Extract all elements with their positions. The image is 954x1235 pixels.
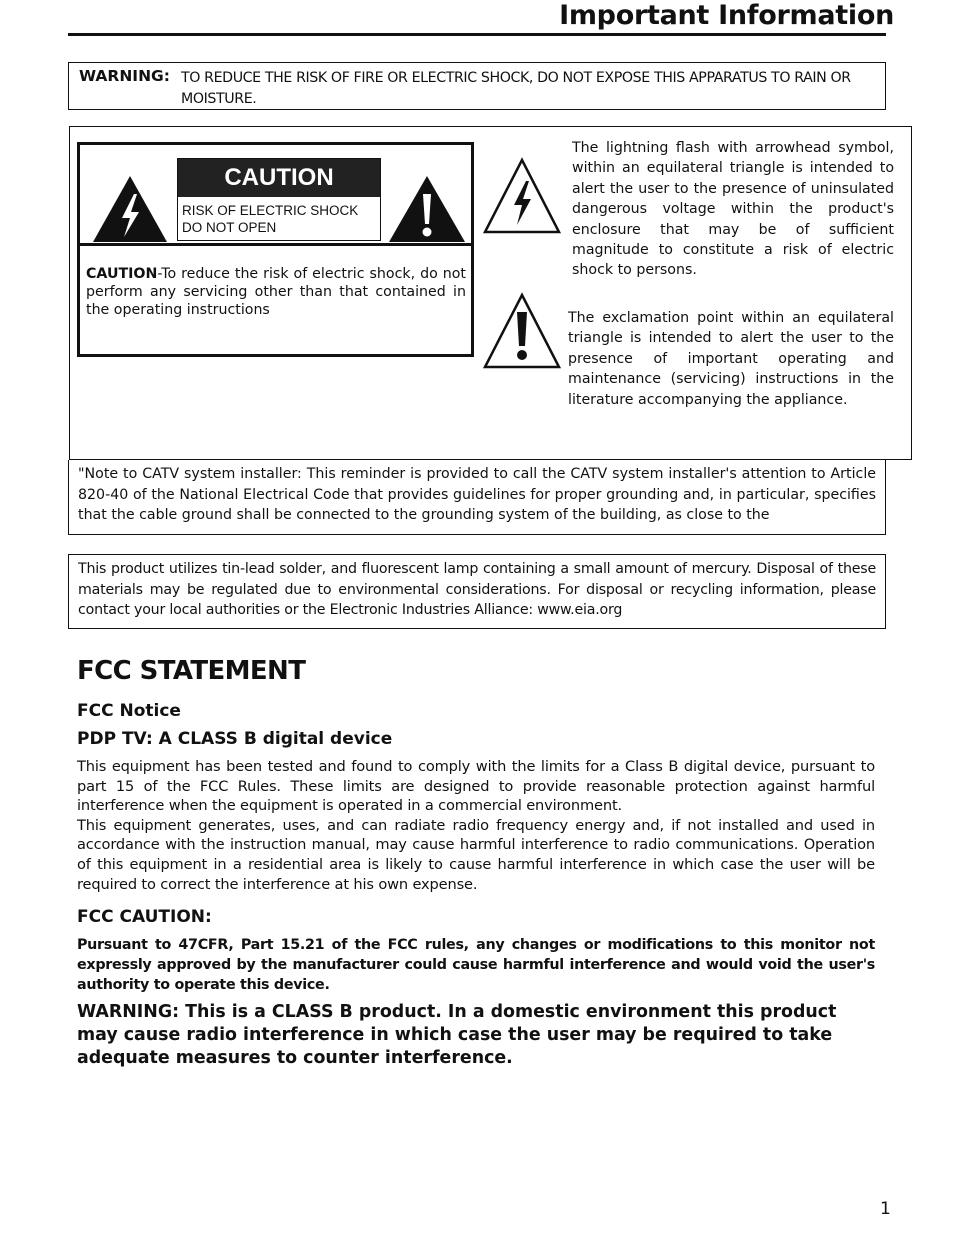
- caution-paragraph: [86, 265, 466, 319]
- catv-note-box: [68, 460, 886, 535]
- fcc-device-class-heading: PDP TV: A CLASS B digital device: [77, 729, 393, 749]
- warning-text: TO REDUCE THE RISK OF FIRE OR ELECTRIC SHOCK, DO NOT EXPOSE THIS APPARATUS TO RAIN OR MOISTURE.: [181, 70, 851, 107]
- panel-divider: [80, 243, 471, 246]
- fcc-notice-heading: FCC Notice: [77, 701, 181, 721]
- caution-panel: [77, 142, 474, 357]
- page-title: Important Information: [559, 0, 894, 31]
- safety-symbols-box: [69, 126, 912, 460]
- header-rule: [68, 33, 886, 36]
- lightning-symbol-description: The lightning flash with arrowhead symbol, within an equilateral triangle is intended to alert the user to the presence of uninsulated dangerous voltage within the product's enclosure that may be of sufficient magnitude to constitute a risk of electric shock to persons.: [572, 140, 894, 279]
- caution-subtext: [182, 202, 358, 236]
- warning-label: WARNING:: [79, 67, 170, 85]
- caution-heading: CAUTION: [178, 159, 380, 197]
- fcc-statement-title: FCC STATEMENT: [77, 656, 306, 686]
- caution-text: -To reduce the risk of electric shock, do not perform any servicing other than that contained in the operating instructions: [86, 266, 466, 318]
- fcc-paragraph-1: This equipment has been tested and found to comply with the limits for a Class B digital device, pursuant to part 15 of the FCC Rules. These limits are designed to provide reasonable protection against harmful interference when the equipment is operated in a commercial environment.: [77, 758, 875, 815]
- caution-label: [177, 158, 381, 241]
- exclamation-warning-icon: [387, 174, 467, 244]
- fcc-warning-text: This is a CLASS B product. In a domestic environment this product may cause radio interference in which case the user may be required to take adequate measures to counter interference.: [77, 1002, 837, 1068]
- fcc-caution-text: Pursuant to 47CFR, Part 15.21 of the FCC rules, any changes or modifications to this monitor not expressly approved by the manufacturer could cause harmful interference and would void the user's authority to operate this device.: [77, 937, 875, 993]
- exclamation-symbol-description: The exclamation point within an equilateral triangle is intended to alert the user to the presence of important operating and maintenance (servicing) instructions in the literature accompanying the appliance.: [568, 310, 894, 408]
- fcc-caution-heading: FCC CAUTION:: [77, 907, 212, 927]
- warning-box: [68, 62, 886, 110]
- disposal-note-box: [68, 554, 886, 629]
- catv-note-text: "Note to CATV system installer: This reminder is provided to call the CATV system installer's attention to Article 820-40 of the National Electrical Code that provides guidelines for proper grounding and, in particular, specifies that the cable ground shall be connected to the grounding system of the building, as close to the: [78, 466, 876, 523]
- caution-subtext-line2: DO NOT OPEN: [182, 220, 277, 235]
- fcc-paragraph-2: This equipment generates, uses, and can radiate radio frequency energy and, if not installed and used in accordance with the instruction manual, may cause harmful interference to radio communications. Operation of this equipment in a residential area is likely to cause harmful interference in which case the user will be required to correct the interference at his own expense.: [77, 816, 875, 893]
- page-number: 1: [880, 1199, 891, 1219]
- disposal-note-text: This product utilizes tin-lead solder, and fluorescent lamp containing a small amount of mercury. Disposal of these materials may be regulated due to environmental considerations. For disposal or recycling information, please contact your local authorities or the Electronic Industries Alliance: www.eia.org: [78, 561, 876, 618]
- fcc-warning-label: WARNING:: [77, 1002, 180, 1022]
- caution-subtext-line1: RISK OF ELECTRIC SHOCK: [182, 203, 359, 218]
- fcc-body: [77, 757, 875, 894]
- exclamation-symbol-icon: [482, 292, 562, 370]
- fcc-warning: [77, 1001, 875, 1070]
- caution-lead: CAUTION: [86, 266, 158, 282]
- lightning-symbol-icon: [482, 157, 562, 235]
- lightning-warning-icon: [91, 174, 169, 244]
